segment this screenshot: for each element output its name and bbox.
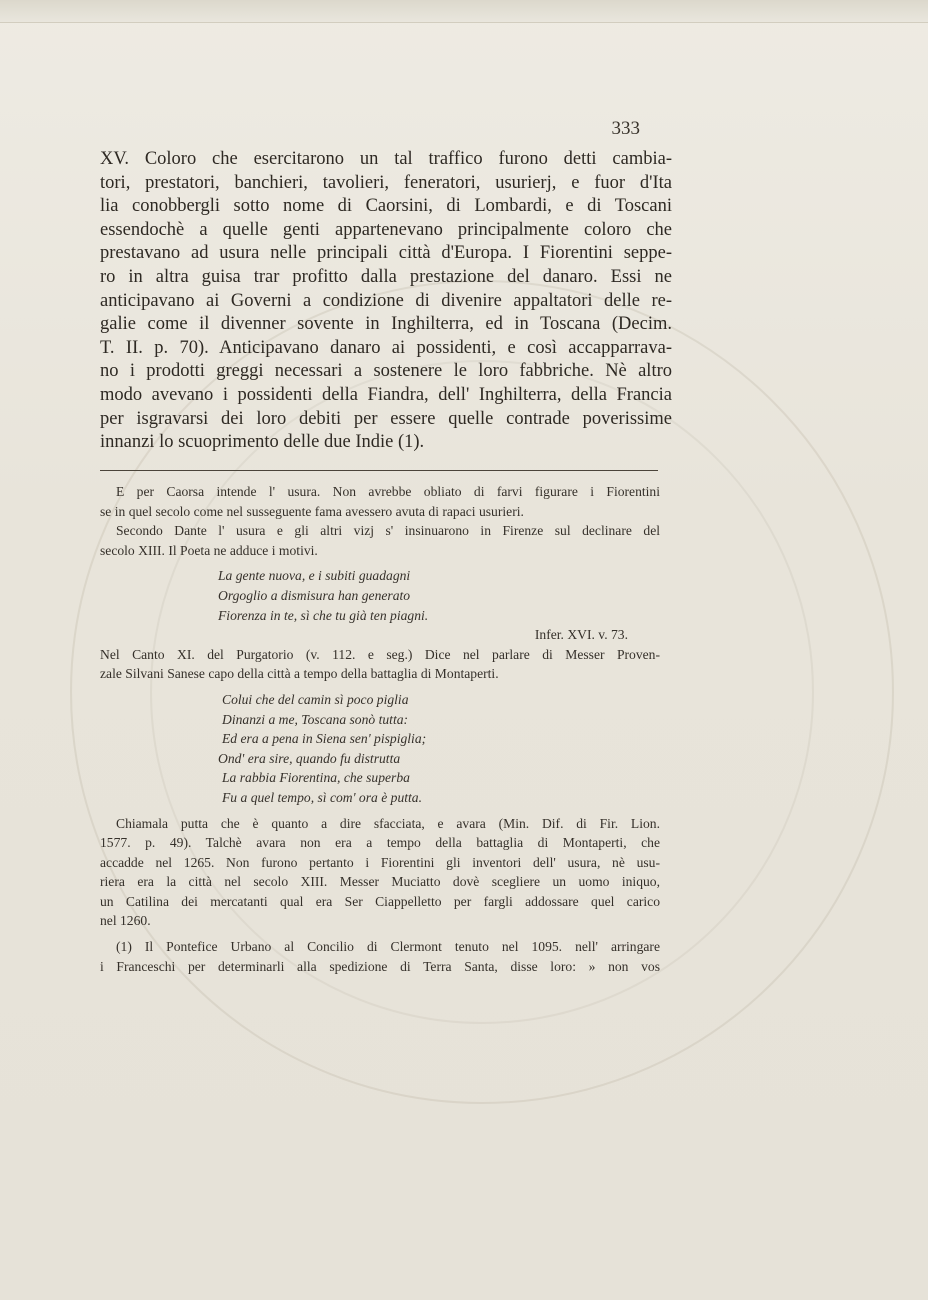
footnote-line: nel 1260. xyxy=(100,913,151,929)
verse-line: Ond' era sire, quando fu distrutta xyxy=(218,750,401,766)
verse-line: Dinanzi a me, Toscana sonò tutta: xyxy=(222,711,409,727)
page-number: 333 xyxy=(611,118,640,139)
main-paragraph xyxy=(100,148,672,455)
main-line: XV. Coloro che esercitarono un tal traffico furono detti cambia- xyxy=(100,149,672,169)
main-line: essendochè a quelle genti appartenevano principalmente coloro che xyxy=(100,219,672,240)
verse-line: Fu a quel tempo, sì com' ora è putta. xyxy=(222,789,422,805)
verse-line: Orgoglio a dismisura han generato xyxy=(218,587,411,603)
verse-line: Ed era a pena in Siena sen' pispiglia; xyxy=(222,731,427,747)
page-top-edge xyxy=(0,0,928,23)
footnote-line: i Franceschi per determinarli alla spedizione di Terra Santa, disse loro: » non vos xyxy=(100,958,660,974)
main-line: no i prodotti greggi necessari a sostenere le loro fabbriche. Nè altro xyxy=(100,361,672,382)
footnote-line: zale Silvani Sanese capo della città a tempo della battaglia di Montaperti. xyxy=(100,666,499,682)
main-line: innanzi lo scuoprimento delle due Indie (1). xyxy=(100,432,425,453)
verse-line: La gente nuova, e i subiti guadagni xyxy=(218,568,411,584)
footnote-line: E per Caorsa intende l' usura. Non avrebbe obliato di farvi figurare i Fiorentini xyxy=(116,484,660,499)
footnote-line: Nel Canto XI. del Purgatorio (v. 112. e seg.) Dice nel parlare di Messer Proven- xyxy=(100,646,660,662)
footnote-line: accadde nel 1265. Non furono pertanto i Fiorentini gli inventori dell' usura, nè usu- xyxy=(100,854,660,870)
verse-line: Colui che del camin sì poco piglia xyxy=(222,691,409,707)
footnote-divider xyxy=(100,470,658,471)
main-line: anticipavano ai Governi a condizione di divenire appaltatori delle re- xyxy=(100,290,672,311)
footnote-line: (1) Il Pontefice Urbano al Concilio di Clermont tenuto nel 1095. nell' arringare xyxy=(116,939,660,955)
main-line: galie come il divenner sovente in Inghilterra, ed in Toscana (Decim. xyxy=(100,314,672,335)
main-line: prestavano ad usura nelle principali città d'Europa. I Fiorentini seppe- xyxy=(100,243,672,264)
footnote-line: riera era la città nel secolo XIII. Messer Muciatto dovè scegliere un uomo iniquo, xyxy=(100,874,660,890)
verse-line: Fiorenza in te, sì che tu già ten piagni. xyxy=(218,607,429,623)
footnote-line: un Catilina dei mercatanti qual era Ser Ciappelletto per fargli addossare quel carico xyxy=(100,893,660,909)
main-line: per isgravarsi dei loro debiti per essere quelle contrade poverissime xyxy=(100,408,672,429)
verse-line: La rabbia Fiorentina, che superba xyxy=(222,770,410,786)
main-line: ro in altra guisa trar profitto dalla prestazione del danaro. Essi ne xyxy=(100,266,672,287)
footnote-line: secolo XIII. Il Poeta ne adduce i motivi. xyxy=(100,542,318,558)
footnote-line: Secondo Dante l' usura e gli altri vizj s' insinuarono in Firenze sul declinare del xyxy=(116,523,660,539)
main-line: tori, prestatori, banchieri, tavolieri, feneratori, usurierj, e fuor d'Ita xyxy=(100,172,672,193)
main-line: T. II. p. 70). Anticipavano danaro ai possidenti, e così accapparrava- xyxy=(100,337,672,358)
footnote-line: 1577. p. 49). Talchè avara non era a tempo della battaglia di Montaperti, che xyxy=(100,835,660,851)
main-line: modo avevano i possidenti della Fiandra, dell' Inghilterra, della Francia xyxy=(100,384,672,405)
citation: Infer. XVI. v. 73. xyxy=(534,627,628,643)
footnote-line: se in quel secolo come nel susseguente fama avessero avuta di rapaci usurieri. xyxy=(100,503,524,519)
main-line: lia conobbergli sotto nome di Caorsini, di Lombardi, e di Toscani xyxy=(100,196,672,217)
footnote-line: Chiamala putta che è quanto a dire sfacciata, e avara (Min. Dif. di Fir. Lion. xyxy=(116,815,660,831)
footnotes xyxy=(100,482,660,976)
